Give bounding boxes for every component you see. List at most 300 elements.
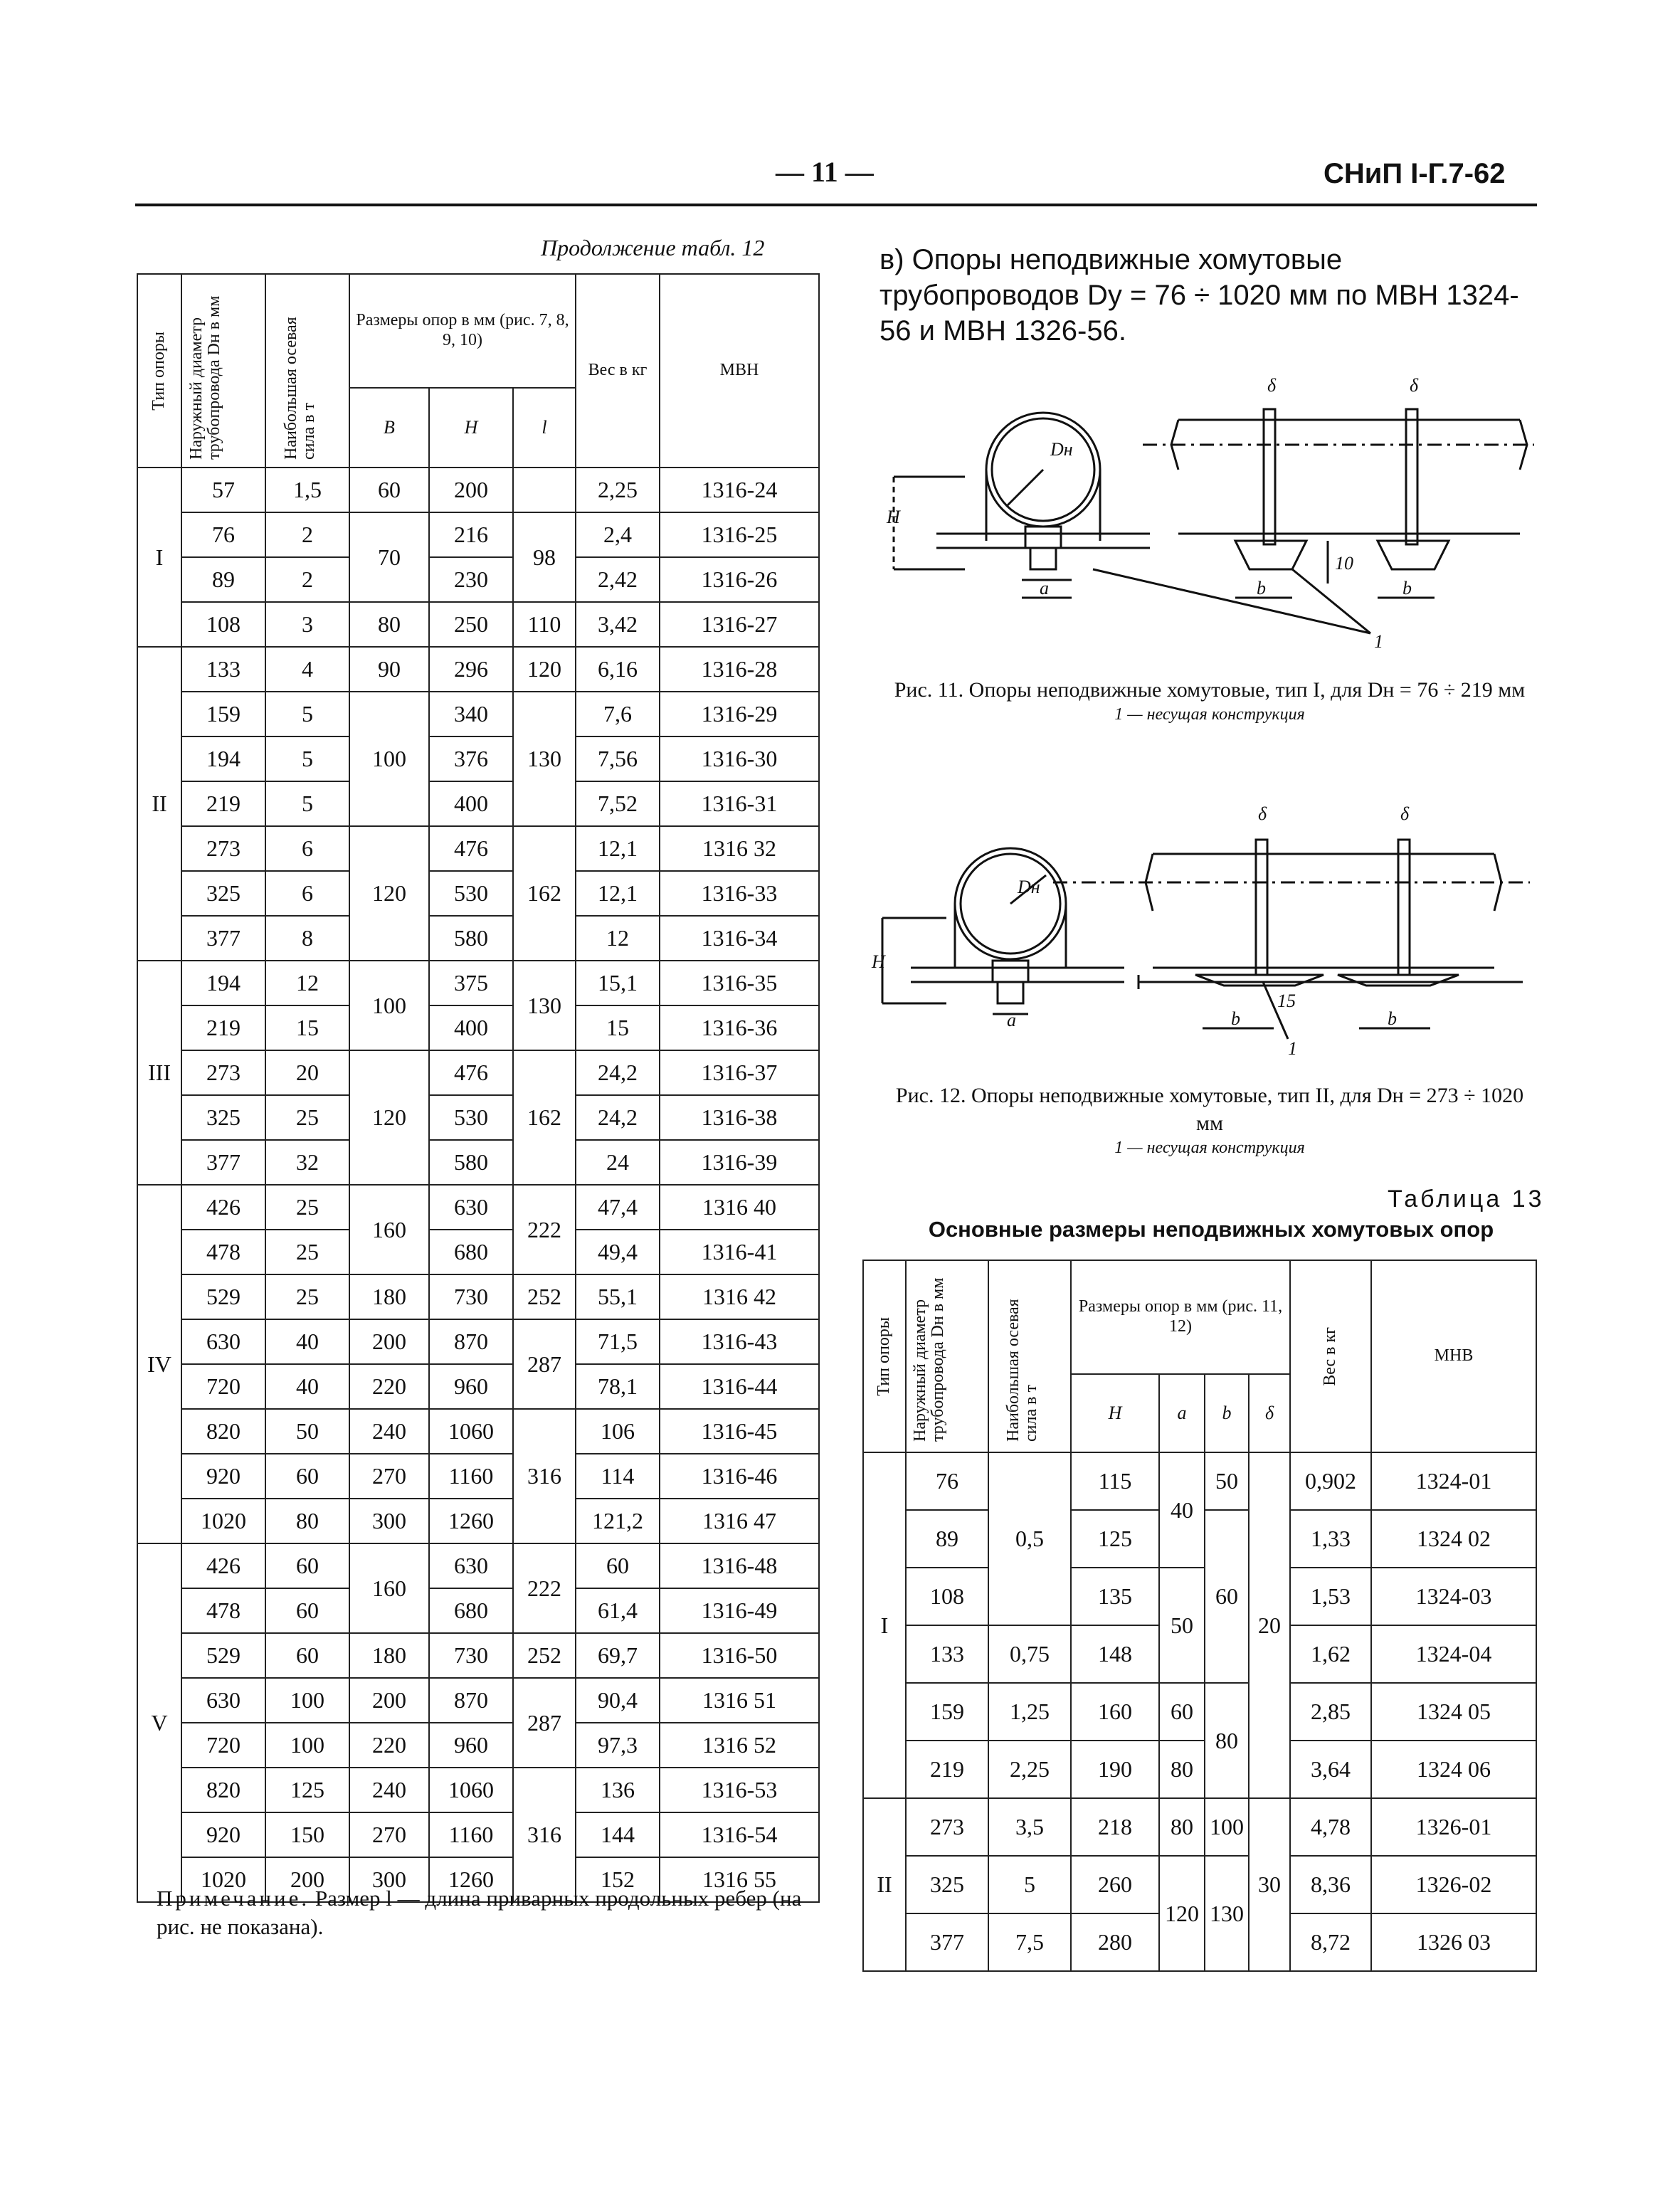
cell: 273 xyxy=(181,1050,265,1095)
cell: 0,75 xyxy=(988,1625,1071,1683)
cell: 325 xyxy=(906,1856,988,1913)
fig11-label-delta1: δ xyxy=(1267,375,1277,396)
cell: 108 xyxy=(906,1568,988,1625)
cell: 216 xyxy=(429,512,513,557)
group-label: II xyxy=(137,647,181,961)
cell: 60 xyxy=(1159,1683,1205,1741)
fig11-label-a: a xyxy=(1040,578,1049,598)
cell: 60 xyxy=(265,1543,349,1588)
cell: 240 xyxy=(349,1768,429,1812)
cell: 89 xyxy=(906,1510,988,1568)
cell: 200 xyxy=(349,1319,429,1364)
cell: 148 xyxy=(1071,1625,1159,1683)
cell: 270 xyxy=(349,1812,429,1857)
cell: 250 xyxy=(429,602,513,647)
cell: 60 xyxy=(265,1588,349,1633)
cell: 920 xyxy=(181,1454,265,1499)
cell: 152 xyxy=(576,1857,660,1902)
th13-type: Тип опоры xyxy=(863,1260,906,1452)
cell: 1316-50 xyxy=(660,1633,819,1678)
figure-11-caption xyxy=(882,676,1537,726)
cell: 120 xyxy=(349,1050,429,1185)
fig11-label-delta2: δ xyxy=(1410,375,1419,396)
cell: 125 xyxy=(265,1768,349,1812)
cell: 40 xyxy=(1159,1452,1205,1568)
table-row xyxy=(137,1409,819,1454)
cell: 1260 xyxy=(429,1499,513,1543)
cell: 49,4 xyxy=(576,1230,660,1274)
cell: 2 xyxy=(265,512,349,557)
cell: 106 xyxy=(576,1409,660,1454)
cell: 5 xyxy=(265,781,349,826)
page-number: — 11 — xyxy=(776,156,874,188)
cell: 20 xyxy=(1249,1452,1290,1798)
cell: 159 xyxy=(181,692,265,736)
group-label: III xyxy=(137,961,181,1185)
fig11-label-b2: b xyxy=(1402,578,1412,598)
table-row xyxy=(137,916,819,961)
cell: 220 xyxy=(349,1364,429,1409)
cell: 1316 42 xyxy=(660,1274,819,1319)
cell: 76 xyxy=(181,512,265,557)
cell: 3,42 xyxy=(576,602,660,647)
cell: 476 xyxy=(429,826,513,871)
cell: 100 xyxy=(349,692,429,826)
cell: 2,25 xyxy=(576,468,660,512)
cell: 1316-38 xyxy=(660,1095,819,1140)
fig12-label-15: 15 xyxy=(1277,991,1296,1011)
cell: 1060 xyxy=(429,1409,513,1454)
cell: 4,78 xyxy=(1290,1798,1371,1856)
cell: 60 xyxy=(265,1454,349,1499)
cell: 222 xyxy=(513,1543,576,1633)
cell: 7,5 xyxy=(988,1913,1071,1971)
table-row xyxy=(137,1095,819,1140)
cell: 1316-33 xyxy=(660,871,819,916)
cell: 100 xyxy=(1205,1798,1249,1856)
cell: 100 xyxy=(265,1678,349,1723)
table-row xyxy=(137,1768,819,1812)
th-B: B xyxy=(349,388,429,468)
cell: 7,56 xyxy=(576,736,660,781)
cell: 1316-24 xyxy=(660,468,819,512)
cell: 0,902 xyxy=(1290,1452,1371,1510)
cell: 630 xyxy=(181,1319,265,1364)
cell: 1060 xyxy=(429,1768,513,1812)
cell: 150 xyxy=(265,1812,349,1857)
cell: 1316-28 xyxy=(660,647,819,692)
cell: 1020 xyxy=(181,1857,265,1902)
cell: 40 xyxy=(265,1364,349,1409)
cell: 135 xyxy=(1071,1568,1159,1625)
cell: 12,1 xyxy=(576,826,660,871)
cell: 7,52 xyxy=(576,781,660,826)
fig12-label-h: H xyxy=(872,951,885,972)
cell: 20 xyxy=(265,1050,349,1095)
cell: 240 xyxy=(349,1409,429,1454)
cell: 529 xyxy=(181,1633,265,1678)
cell: 730 xyxy=(429,1633,513,1678)
cell: 1316-48 xyxy=(660,1543,819,1588)
cell: 114 xyxy=(576,1454,660,1499)
cell: 50 xyxy=(265,1409,349,1454)
cell: 5 xyxy=(988,1856,1071,1913)
fig12-label-a: a xyxy=(1007,1010,1016,1030)
cell: 720 xyxy=(181,1723,265,1768)
cell: 630 xyxy=(429,1543,513,1588)
fig12-label-b1: b xyxy=(1231,1008,1240,1029)
cell: 1324-04 xyxy=(1371,1625,1536,1683)
table-row xyxy=(863,1856,1536,1913)
cell: 680 xyxy=(429,1230,513,1274)
cell: 219 xyxy=(181,781,265,826)
cell: 32 xyxy=(265,1140,349,1185)
cell: 24,2 xyxy=(576,1050,660,1095)
table-row xyxy=(137,781,819,826)
fig11-label-h: H xyxy=(887,507,900,527)
fig11-label-1: 1 xyxy=(1374,631,1383,652)
cell: 400 xyxy=(429,1005,513,1050)
cell: 1,53 xyxy=(1290,1568,1371,1625)
cell: 1316 52 xyxy=(660,1723,819,1768)
table-row xyxy=(137,468,819,512)
table-row xyxy=(137,961,819,1005)
cell: 1,5 xyxy=(265,468,349,512)
cell: 2,4 xyxy=(576,512,660,557)
cell: 15 xyxy=(265,1005,349,1050)
cell: 1324 06 xyxy=(1371,1741,1536,1798)
cell: 426 xyxy=(181,1543,265,1588)
figure-11 xyxy=(879,363,1534,662)
fig12-caption-text: Рис. 12. Опоры неподвижные хомутовые, тип II, для Dн = 273 ÷ 1020 мм xyxy=(895,1084,1524,1135)
cell: 1324 02 xyxy=(1371,1510,1536,1568)
table-row xyxy=(137,1140,819,1185)
figure-12-caption xyxy=(882,1082,1537,1159)
cell: 1316-36 xyxy=(660,1005,819,1050)
cell: 15 xyxy=(576,1005,660,1050)
cell: 252 xyxy=(513,1633,576,1678)
cell: 160 xyxy=(1071,1683,1159,1741)
cell: 1,62 xyxy=(1290,1625,1371,1683)
table-row xyxy=(137,736,819,781)
section-heading: в) Опоры неподвижные хомутовые трубопроводов Dу = 76 ÷ 1020 мм по МВН 1324-56 и МВН 1326-56. xyxy=(879,244,1519,347)
fig12-label-b2: b xyxy=(1388,1008,1397,1029)
th13-b: b xyxy=(1205,1374,1249,1452)
cell: 25 xyxy=(265,1095,349,1140)
cell: 1316-53 xyxy=(660,1768,819,1812)
cell: 60 xyxy=(576,1543,660,1588)
table-row xyxy=(863,1683,1536,1741)
cell: 376 xyxy=(429,736,513,781)
cell: 1160 xyxy=(429,1454,513,1499)
cell: 580 xyxy=(429,1140,513,1185)
cell: 194 xyxy=(181,961,265,1005)
th-force: Наибольшая осевая сила в т xyxy=(265,274,349,468)
cell: 377 xyxy=(906,1913,988,1971)
cell: 1,25 xyxy=(988,1683,1071,1741)
table13-number: Таблица 13 xyxy=(1388,1186,1545,1213)
cell: 377 xyxy=(181,1140,265,1185)
fig12-label-dn: Dн xyxy=(1018,877,1040,897)
cell: 12,1 xyxy=(576,871,660,916)
cell: 8,72 xyxy=(1290,1913,1371,1971)
table-row xyxy=(137,692,819,736)
th-dn: Наружный диаметр трубопровода Dн в мм xyxy=(181,274,265,468)
cell: 120 xyxy=(349,826,429,961)
cell: 180 xyxy=(349,1633,429,1678)
cell: 190 xyxy=(1071,1741,1159,1798)
cell: 110 xyxy=(513,602,576,647)
figure-12 xyxy=(868,797,1537,1067)
cell: 1316-30 xyxy=(660,736,819,781)
th13-H: H xyxy=(1071,1374,1159,1452)
cell: 296 xyxy=(429,647,513,692)
cell: 115 xyxy=(1071,1452,1159,1510)
cell: 476 xyxy=(429,1050,513,1095)
cell: 80 xyxy=(265,1499,349,1543)
cell: 25 xyxy=(265,1185,349,1230)
cell: 3,5 xyxy=(988,1798,1071,1856)
cell: 400 xyxy=(429,781,513,826)
fig11-label-dn: Dн xyxy=(1050,439,1073,460)
cell: 222 xyxy=(513,1185,576,1274)
cell: 120 xyxy=(1159,1856,1205,1971)
table-row xyxy=(863,1798,1536,1856)
fig11-legend: 1 — несущая конструкция xyxy=(1114,705,1305,724)
th13-dims: Размеры опор в мм (рис. 11, 12) xyxy=(1071,1260,1290,1374)
fig12-label-delta1: δ xyxy=(1258,803,1267,824)
cell: 300 xyxy=(349,1857,429,1902)
cell: 1326-02 xyxy=(1371,1856,1536,1913)
cell: 0,5 xyxy=(988,1452,1071,1625)
document-code: СНиП I-Г.7-62 xyxy=(1324,158,1506,189)
cell: 252 xyxy=(513,1274,576,1319)
cell: 80 xyxy=(1159,1798,1205,1856)
cell: 57 xyxy=(181,468,265,512)
cell: 130 xyxy=(513,961,576,1050)
table-row xyxy=(137,1633,819,1678)
cell: 180 xyxy=(349,1274,429,1319)
cell: 287 xyxy=(513,1319,576,1409)
cell: 24,2 xyxy=(576,1095,660,1140)
cell: 144 xyxy=(576,1812,660,1857)
cell: 426 xyxy=(181,1185,265,1230)
cell: 1326 03 xyxy=(1371,1913,1536,1971)
cell: 720 xyxy=(181,1364,265,1409)
group-label: IV xyxy=(137,1185,181,1543)
cell: 71,5 xyxy=(576,1319,660,1364)
cell: 130 xyxy=(513,692,576,826)
cell: 730 xyxy=(429,1274,513,1319)
table-row xyxy=(137,1230,819,1274)
cell: 960 xyxy=(429,1723,513,1768)
table-row xyxy=(137,1588,819,1633)
cell: 218 xyxy=(1071,1798,1159,1856)
table13 xyxy=(862,1260,1537,1972)
th13-mnv: МНВ xyxy=(1371,1260,1536,1452)
table-row xyxy=(137,1812,819,1857)
cell: 60 xyxy=(349,468,429,512)
cell: 7,6 xyxy=(576,692,660,736)
cell: 340 xyxy=(429,692,513,736)
cell: 219 xyxy=(181,1005,265,1050)
cell: 89 xyxy=(181,557,265,602)
cell: 50 xyxy=(1205,1452,1249,1510)
cell: 130 xyxy=(1205,1856,1249,1971)
cell: 5 xyxy=(265,736,349,781)
cell: 1316-43 xyxy=(660,1319,819,1364)
cell: 1316-37 xyxy=(660,1050,819,1095)
table-row xyxy=(137,1499,819,1543)
group-label: I xyxy=(137,468,181,647)
cell: 1324-01 xyxy=(1371,1452,1536,1510)
cell: 1316-41 xyxy=(660,1230,819,1274)
cell: 69,7 xyxy=(576,1633,660,1678)
table-row xyxy=(137,1454,819,1499)
cell: 6 xyxy=(265,826,349,871)
cell: 97,3 xyxy=(576,1723,660,1768)
cell: 1324-03 xyxy=(1371,1568,1536,1625)
table-row xyxy=(137,871,819,916)
cell: 270 xyxy=(349,1454,429,1499)
cell: 478 xyxy=(181,1230,265,1274)
cell: 70 xyxy=(349,512,429,602)
table-row xyxy=(137,1364,819,1409)
th-type: Тип опоры xyxy=(137,274,181,468)
cell: 1316 47 xyxy=(660,1499,819,1543)
cell: 2 xyxy=(265,557,349,602)
cell: 529 xyxy=(181,1274,265,1319)
table-row xyxy=(137,826,819,871)
cell: 1316-44 xyxy=(660,1364,819,1409)
cell: 478 xyxy=(181,1588,265,1633)
cell: 40 xyxy=(265,1319,349,1364)
cell: 1316-49 xyxy=(660,1588,819,1633)
group-label: V xyxy=(137,1543,181,1902)
cell: 90,4 xyxy=(576,1678,660,1723)
cell: 1316 32 xyxy=(660,826,819,871)
cell: 80 xyxy=(1205,1683,1249,1798)
th-mvn: МВН xyxy=(660,274,819,468)
group-label: II xyxy=(863,1798,906,1971)
cell: 3,64 xyxy=(1290,1741,1371,1798)
cell: 100 xyxy=(349,961,429,1050)
table-row xyxy=(137,647,819,692)
th13-weight: Вес в кг xyxy=(1290,1260,1371,1452)
cell: 100 xyxy=(265,1723,349,1768)
th-l: l xyxy=(513,388,576,468)
cell: 1316-35 xyxy=(660,961,819,1005)
cell: 1316-39 xyxy=(660,1140,819,1185)
fig11-label-10: 10 xyxy=(1335,553,1353,574)
cell: 12 xyxy=(576,916,660,961)
cell: 162 xyxy=(513,826,576,961)
cell: 287 xyxy=(513,1678,576,1768)
cell: 5 xyxy=(265,692,349,736)
cell: 60 xyxy=(1205,1510,1249,1683)
cell: 200 xyxy=(349,1678,429,1723)
table-row xyxy=(137,1319,819,1364)
note-label: Примечание. xyxy=(157,1886,310,1911)
cell: 1316-25 xyxy=(660,512,819,557)
table-row xyxy=(137,1005,819,1050)
cell: 1,33 xyxy=(1290,1510,1371,1568)
cell: 60 xyxy=(265,1633,349,1678)
cell: 1260 xyxy=(429,1857,513,1902)
cell: 136 xyxy=(576,1768,660,1812)
table-row xyxy=(137,602,819,647)
note-text: Размер l — длина приварных продольных ребер (на рис. не показана). xyxy=(157,1886,802,1940)
table-row xyxy=(137,557,819,602)
cell: 820 xyxy=(181,1409,265,1454)
cell: 50 xyxy=(1159,1568,1205,1683)
cell: 920 xyxy=(181,1812,265,1857)
cell: 6,16 xyxy=(576,647,660,692)
cell: 3 xyxy=(265,602,349,647)
cell: 219 xyxy=(906,1741,988,1798)
cell: 870 xyxy=(429,1678,513,1723)
header-rule xyxy=(135,204,1537,206)
cell: 325 xyxy=(181,1095,265,1140)
cell: 55,1 xyxy=(576,1274,660,1319)
cell: 6 xyxy=(265,871,349,916)
cell: 960 xyxy=(429,1364,513,1409)
cell: 1316 40 xyxy=(660,1185,819,1230)
cell: 15,1 xyxy=(576,961,660,1005)
cell: 820 xyxy=(181,1768,265,1812)
table-row xyxy=(137,1543,819,1588)
cell: 98 xyxy=(513,512,576,602)
cell: 530 xyxy=(429,1095,513,1140)
cell: 280 xyxy=(1071,1913,1159,1971)
cell: 260 xyxy=(1071,1856,1159,1913)
th13-a: a xyxy=(1159,1374,1205,1452)
cell: 133 xyxy=(181,647,265,692)
cell: 121,2 xyxy=(576,1499,660,1543)
cell: 4 xyxy=(265,647,349,692)
cell: 580 xyxy=(429,916,513,961)
table-row xyxy=(137,1678,819,1723)
cell xyxy=(513,468,576,512)
table12-note xyxy=(157,1884,818,1942)
fig11-caption-text: Рис. 11. Опоры неподвижные хомутовые, тип I, для Dн = 76 ÷ 219 мм xyxy=(894,678,1526,702)
cell: 375 xyxy=(429,961,513,1005)
fig12-label-delta2: δ xyxy=(1400,803,1410,824)
cell: 1316-45 xyxy=(660,1409,819,1454)
cell: 80 xyxy=(1159,1741,1205,1798)
cell: 1326-01 xyxy=(1371,1798,1536,1856)
table-row xyxy=(137,1185,819,1230)
cell: 80 xyxy=(349,602,429,647)
cell: 25 xyxy=(265,1230,349,1274)
cell: 30 xyxy=(1249,1798,1290,1971)
table-row xyxy=(863,1568,1536,1625)
cell: 630 xyxy=(429,1185,513,1230)
cell: 273 xyxy=(181,826,265,871)
cell: 159 xyxy=(906,1683,988,1741)
th13-dn: Наружный диаметр трубопровода Dн в мм xyxy=(906,1260,988,1452)
table-row xyxy=(863,1741,1536,1798)
cell: 76 xyxy=(906,1452,988,1510)
group-label: I xyxy=(863,1452,906,1798)
th-weight: Вес в кг xyxy=(576,274,660,468)
cell: 61,4 xyxy=(576,1588,660,1633)
table-row xyxy=(137,1723,819,1768)
cell: 1020 xyxy=(181,1499,265,1543)
cell: 273 xyxy=(906,1798,988,1856)
cell: 630 xyxy=(181,1678,265,1723)
cell: 24 xyxy=(576,1140,660,1185)
